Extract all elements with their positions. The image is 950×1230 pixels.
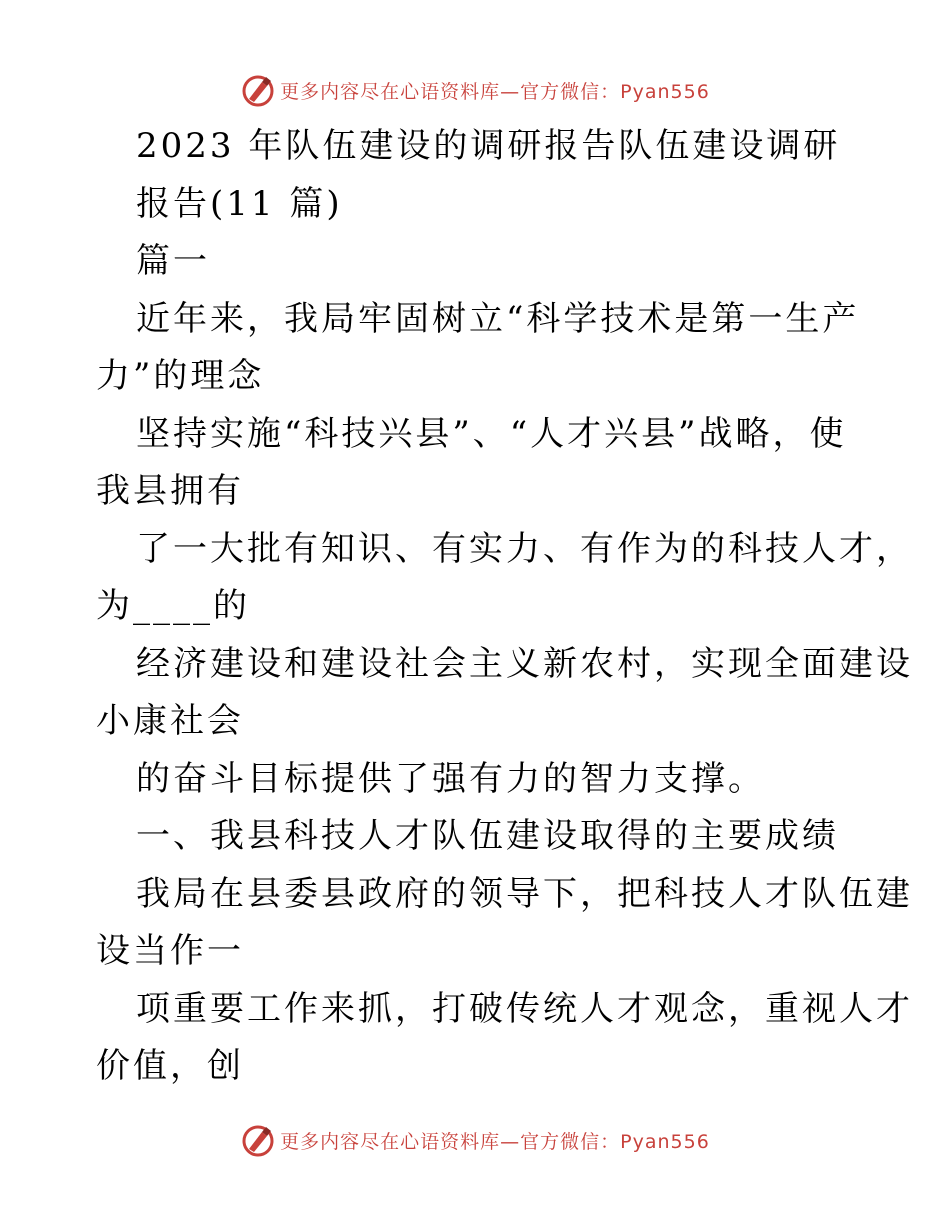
doc-title-line-2: 报告(11 篇) xyxy=(136,183,343,224)
watermark-text: 更多内容尽在心语资料库—官方微信：Pyan556 xyxy=(280,80,710,103)
pen-logo-icon xyxy=(240,72,276,108)
document-body xyxy=(96,118,913,1096)
paragraph-line: 价值，创 xyxy=(96,1046,244,1086)
paragraph-line: 的奋斗目标提供了强有力的智力支撑。 xyxy=(136,758,765,799)
section-heading: 一、我县科技人才队伍建设取得的主要成绩 xyxy=(136,816,839,856)
doc-title-line-1: 2023 年队伍建设的调研报告队伍建设调研 xyxy=(136,126,841,166)
watermark-header xyxy=(0,70,950,110)
section-label: 篇一 xyxy=(136,241,210,281)
watermark-text: 更多内容尽在心语资料库—官方微信：Pyan556 xyxy=(280,1130,710,1153)
paragraph-line: 了一大批有知识、有实力、有作为的科技人才， xyxy=(136,528,913,569)
pen-logo-icon xyxy=(240,1122,276,1158)
paragraph-line: 项重要工作来抓，打破传统人才观念，重视人才 xyxy=(136,988,913,1029)
watermark-footer xyxy=(0,1120,950,1160)
paragraph-line: 经济建设和建设社会主义新农村，实现全面建设 xyxy=(136,643,913,684)
paragraph-line: 坚持实施“科技兴县”、“人才兴县”战略，使 xyxy=(136,413,847,454)
paragraph-line: 设当作一 xyxy=(96,931,244,971)
paragraph-line: 小康社会 xyxy=(96,701,244,741)
paragraph-line: 我局在县委县政府的领导下，把科技人才队伍建 xyxy=(136,873,913,914)
paragraph-line: 力”的理念 xyxy=(96,356,265,396)
paragraph-line: 我县拥有 xyxy=(96,471,244,511)
paragraph-line: 近年来，我局牢固树立“科学技术是第一生产 xyxy=(136,298,860,339)
paragraph-line: 为____的 xyxy=(96,586,250,626)
